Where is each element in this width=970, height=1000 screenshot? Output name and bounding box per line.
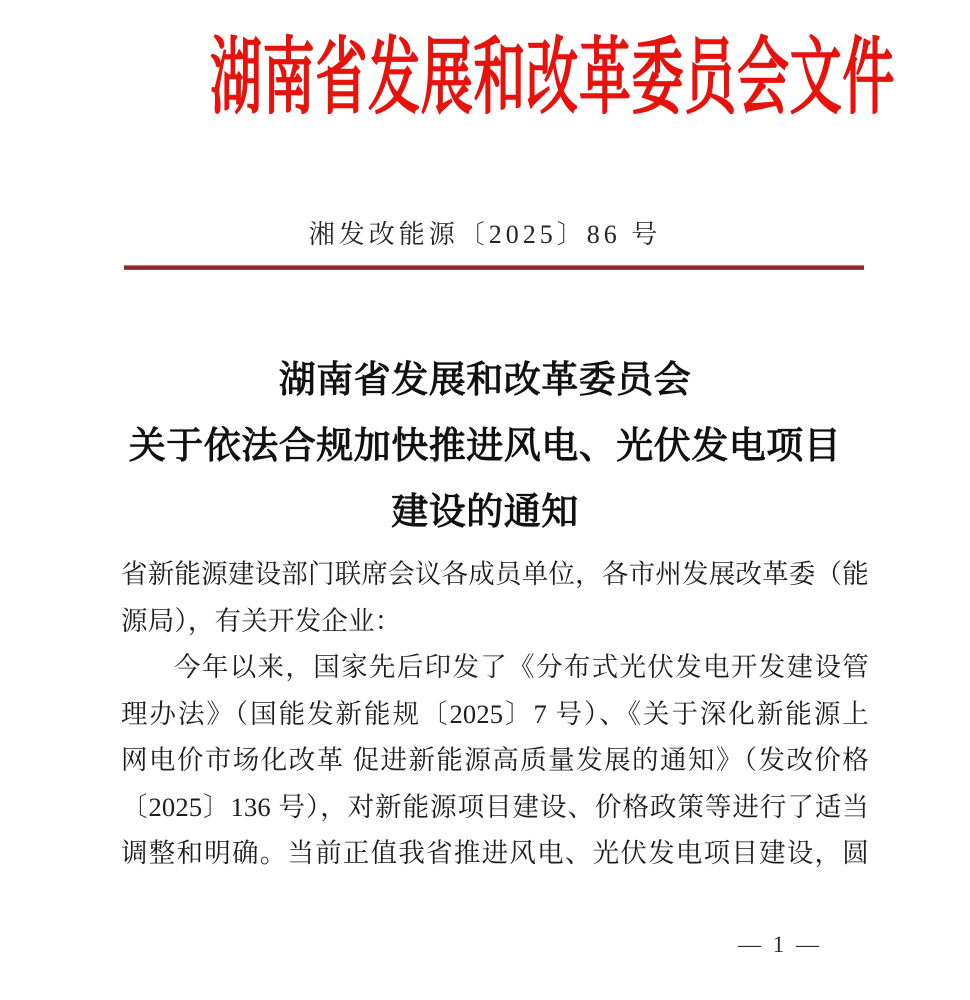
body-line: 网电价市场化改革 促进新能源高质量发展的通知》（发改价格 [121, 745, 869, 775]
document-title [0, 348, 970, 546]
agency-banner-text: 湖南省发展和改革委员会文件 [209, 32, 896, 125]
body-line: 理办法》（国能发新能规〔2025〕7 号）、《关于深化新能源上 [121, 698, 869, 729]
body-line: 调整和明确。当前正值我省推进风电、光伏发电项目建设，圆 [121, 838, 869, 868]
body-line: 省新能源建设部门联席会议各成员单位，各市州发展改革委（能 [121, 559, 869, 589]
body-line: 今年以来，国家先后印发了《分布式光伏发电开发建设管 [174, 652, 869, 682]
body-line: 源局），有关开发企业： [121, 605, 402, 636]
body-line: 〔2025〕136 号），对新能源项目建设、价格政策等进行了适当 [121, 791, 869, 822]
document-title-line-1: 湖南省发展和改革委员会 [278, 360, 692, 401]
document-number: 湘发改能源〔2025〕86 号 [308, 220, 662, 249]
red-divider-rule [124, 265, 864, 270]
document-title-line-3: 建设的通知 [391, 492, 579, 533]
document-body [121, 551, 869, 877]
letterhead-banner [0, 34, 970, 125]
document-title-line-2: 关于依法合规加快推进风电、光伏发电项目 [128, 426, 842, 467]
page-number: — 1 — [738, 932, 822, 957]
